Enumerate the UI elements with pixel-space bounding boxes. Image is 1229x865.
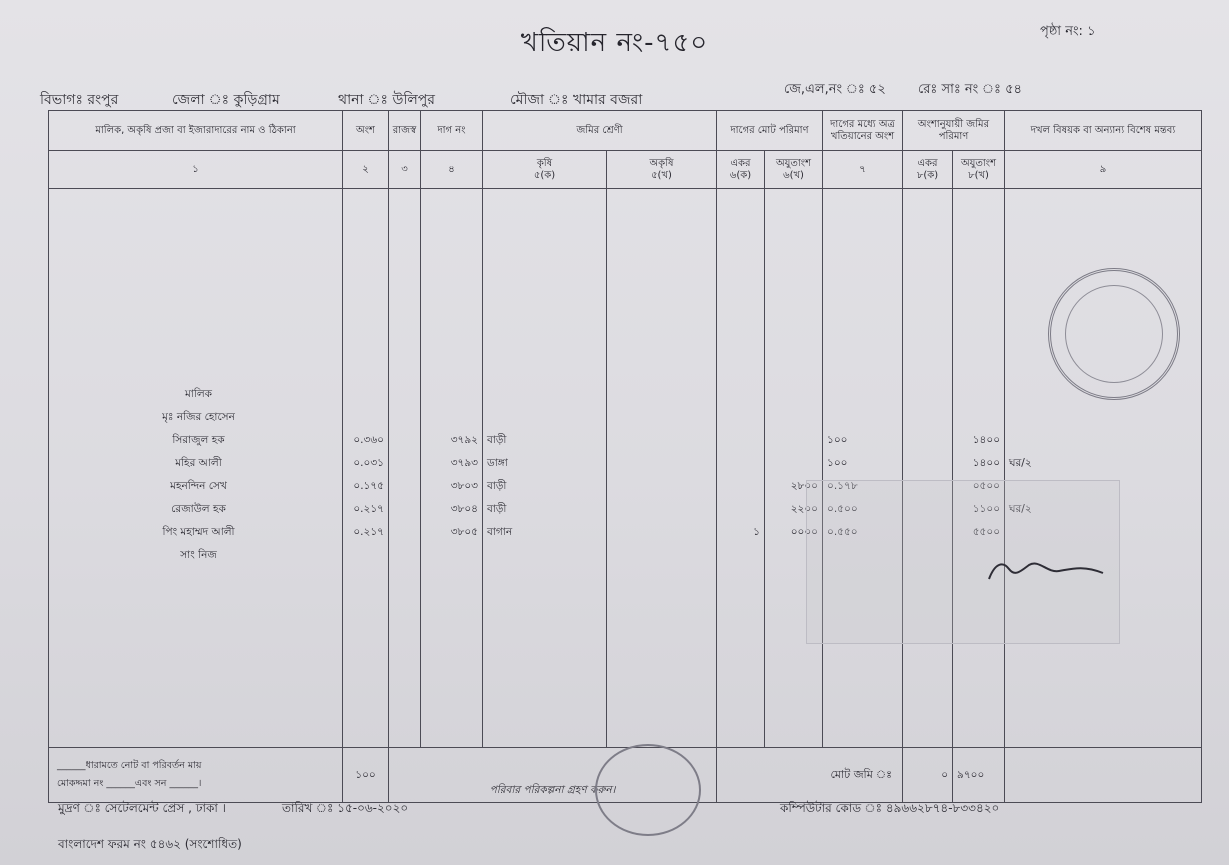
form-number: বাংলাদেশ ফরম নং ৫৪৬২ (সংশোধিত)	[58, 837, 242, 851]
land-type-value: বাগান	[487, 526, 513, 538]
division-field: বিভাগঃ রংপুর	[40, 92, 119, 108]
dag-no-column-header: দাগ নং	[421, 111, 483, 151]
dag-no-value: ৩৮০৪	[450, 503, 478, 515]
share-decimal-value: ০৫০০	[972, 480, 1001, 492]
khatian-share-value: ০.১৭৮	[827, 480, 858, 492]
page-title: খতিয়ান নং-৭৫০	[520, 28, 709, 58]
col-num-1: ১	[49, 151, 343, 189]
remark-value: ঘর/২	[1009, 503, 1032, 515]
acre-subheader-8: একর ৮(ক)	[903, 151, 953, 189]
decimal-subheader-6: অযুতাংশ ৬(খ)	[765, 151, 823, 189]
resa-number-field: রেঃ সাঃ নং ঃ ৫৪	[918, 82, 1022, 97]
list-item: সিরাজুল হক	[172, 434, 225, 446]
khatian-share-value: ০.৫৫০	[827, 526, 858, 538]
dag-acre-value: ১	[753, 526, 760, 538]
share-value: ০.২১৭	[353, 526, 384, 538]
revenue-column-header: রাজস্ব	[389, 111, 421, 151]
jl-number-field: জে,এল,নং ঃ ৫২	[784, 82, 886, 97]
share-decimal-value: ১৪০০	[972, 457, 1001, 469]
khatian-share-value: ০.৫০০	[827, 503, 858, 515]
share-decimal-cell	[953, 189, 1005, 748]
dag-no-value: ৩৭৯২	[450, 434, 478, 446]
list-item: মালিক	[184, 388, 213, 400]
acre-subheader-6: একর ৬(ক)	[717, 151, 765, 189]
faded-stamp-area	[806, 480, 1120, 644]
share-value: ০.১৭৫	[353, 480, 384, 492]
share-value: ০.০৩১	[353, 457, 384, 469]
land-type-value: বাড়ী	[487, 503, 507, 515]
owner-column-header: মালিক, অকৃষি প্রজা বা ইজারাদারের নাম ও ঠিকানা	[49, 111, 343, 151]
khatian-table	[48, 110, 1202, 803]
computer-code: কম্পিউটার কোড ঃ ৪৯৬৬২৮৭৪-৮৩৩৪২০	[780, 801, 1000, 815]
remark-value: ঘর/২	[1009, 457, 1032, 469]
land-class-column-header: জমির শ্রেণী	[483, 111, 717, 151]
list-item: রেজাউল হক	[171, 503, 226, 515]
share-land-amount-header: অংশানুযায়ী জমির পরিমাণ	[903, 111, 1005, 151]
family-planning-slogan: পরিবার পরিকল্পনা গ্রহণ করুন।	[389, 748, 717, 803]
dag-khatian-share-header: দাগের মধ্যে অত্র খতিয়ানের অংশ	[823, 111, 903, 151]
dag-no-value: ৩৮০৩	[450, 480, 478, 492]
list-item: মহির আলী	[175, 457, 222, 469]
decimal-subheader-8: অযুতাংশ ৮(খ)	[953, 151, 1005, 189]
footer-remarks-cell	[1005, 748, 1202, 803]
share-column-header: অংশ	[343, 111, 389, 151]
owners-cell	[49, 189, 343, 748]
share-acre-cell	[903, 189, 953, 748]
dag-no-value: ৩৭৯৩	[450, 457, 478, 469]
total-decimal: ৯৭০০	[953, 748, 1005, 803]
non-agri-subheader: অকৃষি ৫(খ)	[607, 151, 717, 189]
share-value: ০.৩৬০	[353, 434, 384, 446]
thana-field: থানা ঃ উলিপুর	[338, 92, 435, 108]
official-seal	[1048, 268, 1180, 400]
list-item: সাং নিজ	[180, 549, 217, 561]
print-date: তারিখ ঃ ১৫-০৬-২০২০	[282, 801, 409, 815]
share-value: ০.২১৭	[353, 503, 384, 515]
list-item: পিং মহাম্মদ আলী	[162, 526, 235, 538]
land-type-value: বাড়ী	[487, 480, 507, 492]
revenue-cell	[389, 189, 421, 748]
change-note-cell: ______ধারামতে নোট বা পরিবর্তন মায় মোকদ্দমা নং ______এবং সন ______।	[49, 748, 343, 803]
land-type-value: ডাঙ্গা	[487, 457, 508, 469]
share-decimal-value: ৫৫০০	[972, 526, 1001, 538]
dag-decimal-value: ০০০০	[790, 526, 819, 538]
share-decimal-value: ১১০০	[972, 503, 1001, 515]
dag-decimal-value: ২৮০০	[790, 480, 819, 492]
mouza-field: মৌজা ঃ খামার বজরা	[510, 92, 643, 108]
dag-decimal-value: ২২০০	[790, 503, 819, 515]
agri-subheader: কৃষি ৫(ক)	[483, 151, 607, 189]
remarks-column-header: দখল বিষয়ক বা অন্যান্য বিশেষ মন্তব্য	[1005, 111, 1202, 151]
col-num-9: ৯	[1005, 151, 1202, 189]
col-num-4: ৪	[421, 151, 483, 189]
agri-cell	[483, 189, 607, 748]
total-land-label: মোট জমি ঃ	[717, 748, 903, 803]
dag-acre-cell	[717, 189, 765, 748]
share-total: ১০০	[343, 748, 389, 803]
khatian-share-cell	[823, 189, 903, 748]
total-acre: ০	[903, 748, 953, 803]
non-agri-cell	[607, 189, 717, 748]
signature	[807, 481, 1119, 643]
press-line: মুদ্রণ ঃ সেটেলমেন্ট প্রেস , ঢাকা ।	[58, 801, 226, 815]
page-number: পৃষ্ঠা নং: ১	[1040, 24, 1096, 39]
khatian-share-value: ১০০	[827, 457, 848, 469]
district-field: জেলা ঃ কুড়িগ্রাম	[172, 92, 280, 108]
col-num-7: ৭	[823, 151, 903, 189]
list-item: মৃঃ নজির হোসেন	[162, 411, 235, 423]
land-type-value: বাড়ী	[487, 434, 507, 446]
family-planning-emblem	[595, 744, 701, 836]
dag-total-area-header: দাগের মোট পরিমাণ	[717, 111, 823, 151]
col-num-2: ২	[343, 151, 389, 189]
share-decimal-value: ১৪০০	[972, 434, 1001, 446]
dag-no-value: ৩৮০৫	[450, 526, 478, 538]
khatian-share-value: ১০০	[827, 434, 848, 446]
shares-cell	[343, 189, 389, 748]
dag-nos-cell	[421, 189, 483, 748]
list-item: মহনন্দিন সেখ	[170, 480, 227, 492]
col-num-3: ৩	[389, 151, 421, 189]
dag-decimal-cell	[765, 189, 823, 748]
